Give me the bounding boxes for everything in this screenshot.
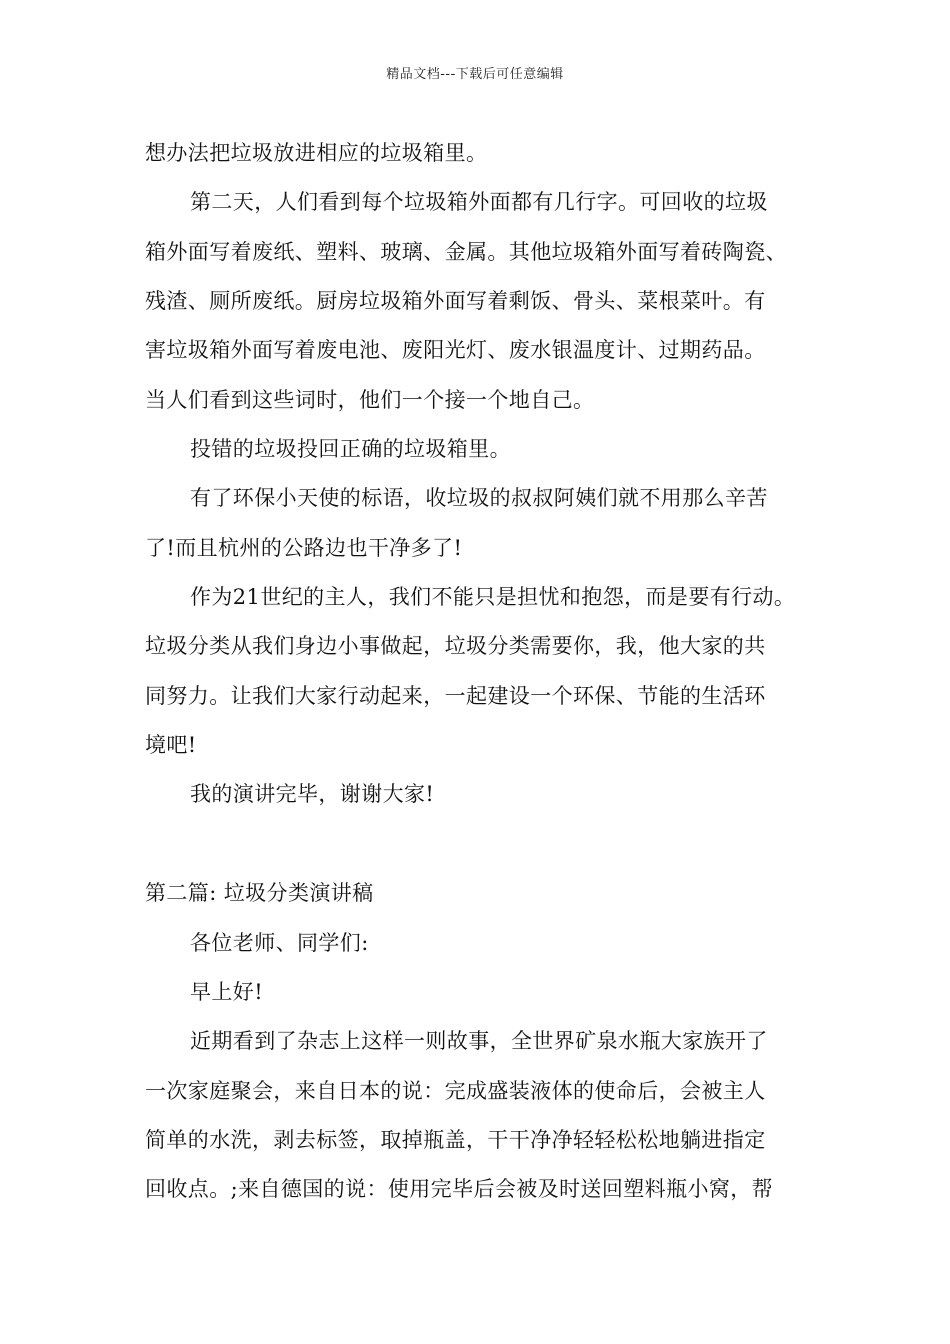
- text-line: 我的演讲完毕，谢谢大家!: [190, 782, 435, 807]
- text-line: 简单的水洗，剥去标签，取掉瓶盖，干干净净轻轻松松地躺进指定: [145, 1127, 766, 1152]
- text-line: 一次家庭聚会，来自日本的说：完成盛装液体的使命后，会被主人: [145, 1078, 766, 1103]
- text-line: 害垃圾箱外面写着废电池、废阳光灯、废水银温度计、过期药品。: [145, 338, 766, 363]
- text-line: 了!而且杭州的公路边也干净多了!: [145, 535, 463, 560]
- text-line: 箱外面写着废纸、塑料、玻璃、金属。其他垃圾箱外面写着砖陶瓷、: [145, 239, 787, 264]
- text-line: 回收点。;来自德国的说：使用完毕后会被及时送回塑料瓶小窝，帮: [145, 1177, 774, 1202]
- section-heading: 第二篇: 垃圾分类演讲稿: [145, 881, 374, 906]
- text-line: 境吧!: [145, 733, 197, 758]
- text-line: 残渣、厕所废纸。厨房垃圾箱外面写着剩饭、骨头、菜根菜叶。有: [145, 289, 766, 314]
- document-body: [145, 129, 825, 1215]
- text-line: 投错的垃圾投回正确的垃圾箱里。: [190, 437, 511, 462]
- text-line: 各位老师、同学们:: [190, 930, 369, 955]
- blank-line: [145, 820, 825, 869]
- text-line: 想办法把垃圾放进相应的垃圾箱里。: [145, 141, 488, 165]
- text-line: 有了环保小天使的标语，收垃圾的叔叔阿姨们就不用那么辛苦: [190, 486, 768, 511]
- text-line: 早上好!: [190, 979, 264, 1004]
- text-line: 同努力。让我们大家行动起来，一起建设一个环保、节能的生活环: [145, 683, 766, 708]
- text-line: 当人们看到这些词时，他们一个接一个地自己。: [145, 387, 595, 412]
- text-line: 近期看到了杂志上这样一则故事，全世界矿泉水瓶大家族开了: [190, 1029, 768, 1054]
- text-line: 第二天，人们看到每个垃圾箱外面都有几行字。可回收的垃圾: [190, 190, 768, 215]
- page-header: 精品文档---下载后可任意编辑: [386, 67, 564, 82]
- text-line: 垃圾分类从我们身边小事做起，垃圾分类需要你，我，他大家的共: [145, 634, 766, 659]
- text-line: 作为21世纪的主人，我们不能只是担忧和抱怨，而是要有行动。: [190, 585, 796, 610]
